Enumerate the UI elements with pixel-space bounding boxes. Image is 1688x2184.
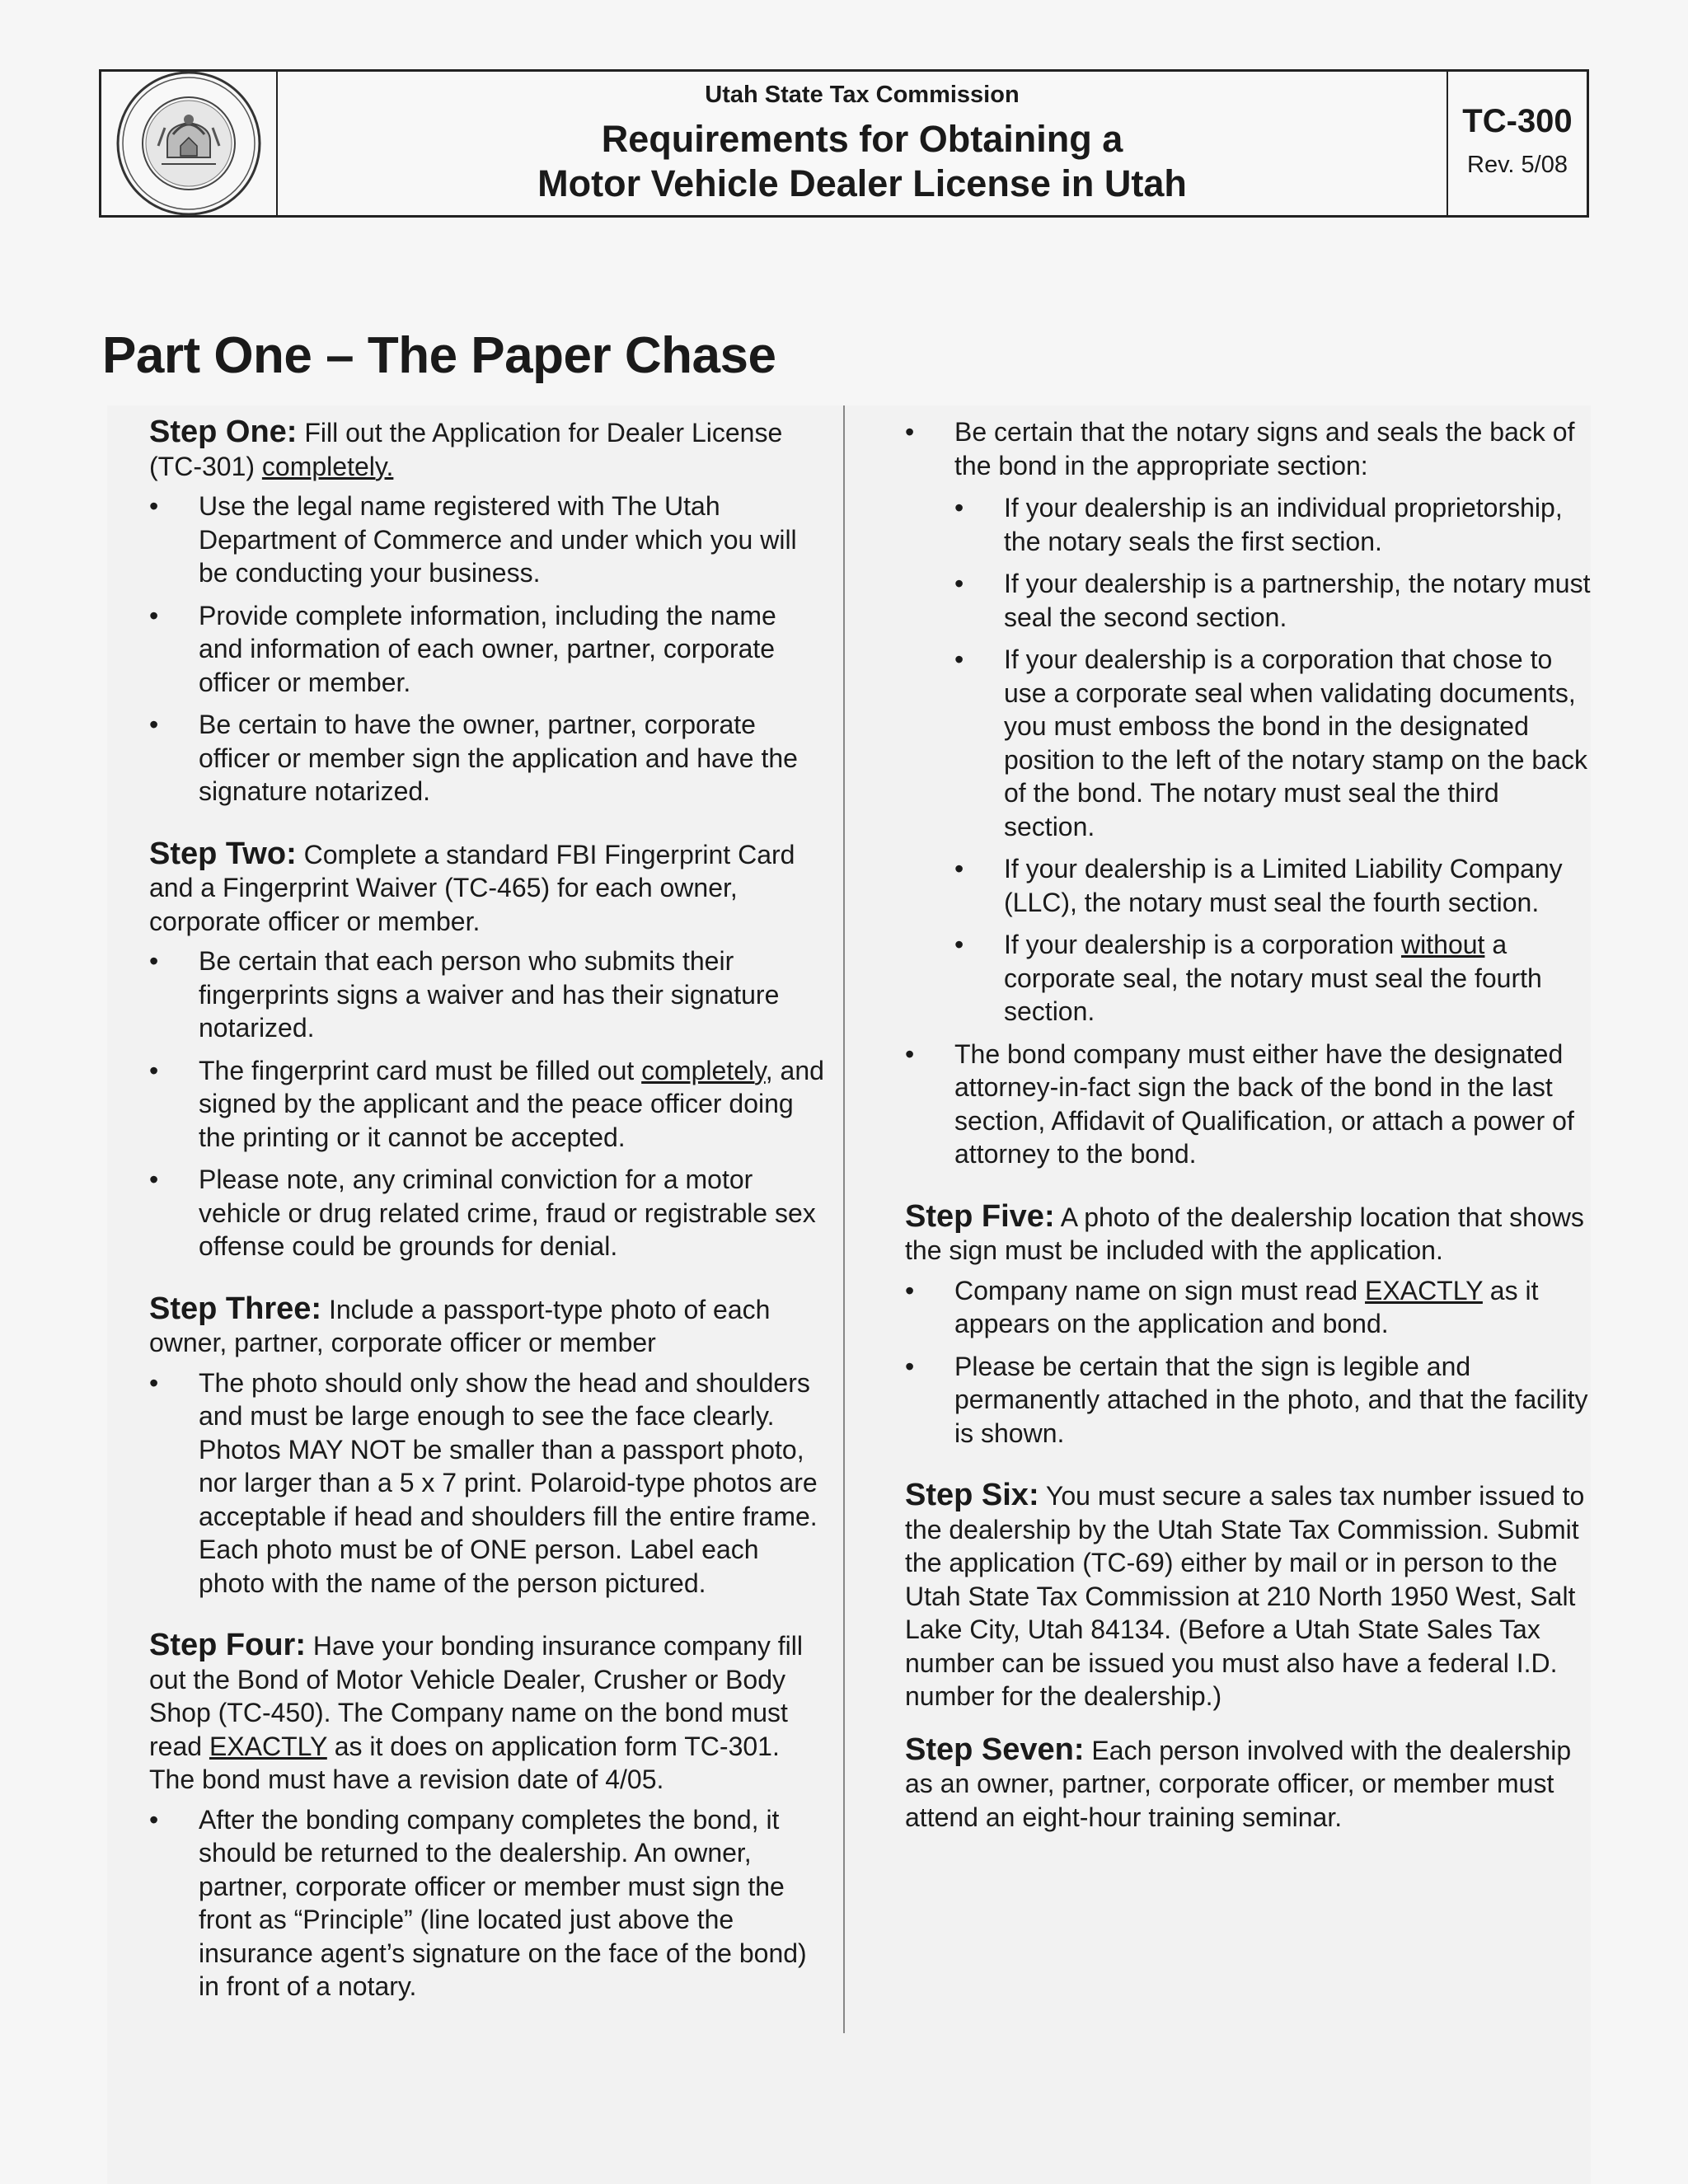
step-one-underlined: completely. — [261, 451, 394, 481]
spacer — [905, 1713, 1591, 1733]
step-seven-label: Step Seven: — [905, 1732, 1085, 1767]
bullet-text: After the bonding company completes the bond, it should be returned to the dealership. An owner, partner, corporate officer or member must sign the front as “Principle” (line located just above the insurance agent’s signature on the face of the bond) in front of a notary. — [199, 1804, 807, 2001]
step-four-label: Step Four: — [149, 1628, 306, 1662]
part-heading: Part One – The Paper Chase — [102, 327, 776, 384]
step-five — [905, 1200, 1591, 1268]
bullet-icon: • — [954, 493, 964, 523]
list-item — [954, 928, 1591, 1029]
bullet-text: Be certain to have the owner, partner, corporate officer or member sign the application and have the signature notarized. — [199, 710, 798, 806]
bullet-icon: • — [149, 710, 159, 739]
step-five-text: A photo of the dealership location that shows the sign must be included with the application. — [905, 1202, 1584, 1265]
seal-cell — [101, 72, 278, 215]
bullet-text: Be certain that each person who submits their fingerprints signs a waiver and has their signature notarized. — [199, 946, 780, 1043]
document-header — [99, 69, 1589, 218]
list-item — [149, 944, 827, 1045]
step-six-label: Step Six: — [905, 1478, 1039, 1512]
bullet-icon: • — [149, 946, 159, 976]
bullet-text: If your dealership is a partnership, the notary must seal the second section. — [1004, 569, 1591, 632]
step-five-bullets — [905, 1274, 1591, 1451]
bullet-text: If your dealership is a corporation — [1004, 930, 1395, 959]
step-six — [905, 1479, 1591, 1713]
spacer — [905, 1180, 1591, 1200]
step-one-bullets — [149, 490, 827, 808]
document-title-line-2: Motor Vehicle Dealer License in Utah — [537, 162, 1187, 204]
underlined-word: without — [1401, 930, 1485, 959]
bullet-text: Be certain that the notary signs and seals the back of the bond in the appropriate section: — [954, 417, 1575, 480]
step-six-text: You must secure a sales tax number issued to the dealership by the Utah State Tax Commission. Submit the application (TC-69) either by mail or in person to the Utah State Tax Commission at 210 North 1950 West, Salt Lake City, Utah 84134. (Before a Utah State Sales Tax number can be issued you must also have a federal I.D. number for the dealership.) — [905, 1481, 1585, 1711]
step-four-text: Have your bonding insurance company fill out the Bond of Motor Vehicle Dealer, Crusher or Body Shop (TC-450). The Company name on the bond must read — [149, 1631, 803, 1761]
revision-date: Rev. 5/08 — [1467, 152, 1568, 178]
title-cell — [278, 72, 1447, 215]
bullet-text: Provide complete information, including the name and information of each owner, partner, corporate officer or member. — [199, 600, 776, 697]
agency-name: Utah State Tax Commission — [705, 82, 1020, 108]
bullet-text: Please note, any criminal conviction for a motor vehicle or drug related crime, fraud or registrable sex offense could be grounds for denial. — [199, 1165, 816, 1261]
list-item — [149, 1366, 827, 1601]
list-item — [905, 415, 1591, 1029]
bullet-icon: • — [149, 1804, 159, 1835]
step-three-label: Step Three: — [149, 1291, 322, 1326]
bullet-icon: • — [149, 1165, 159, 1194]
step-one — [149, 415, 827, 483]
list-item — [149, 1163, 827, 1263]
step-four — [149, 1629, 827, 1797]
list-item — [954, 852, 1591, 919]
bullet-icon: • — [954, 644, 964, 674]
step-four-text-end: as it does on application form TC-301. The bond must have a revision date of 4/05. — [149, 1731, 780, 1794]
left-column — [107, 405, 845, 2033]
list-item — [149, 490, 827, 590]
form-id-cell — [1447, 72, 1587, 215]
bullet-text: If your dealership is a Limited Liability Company (LLC), the notary must seal the fourth section. — [1004, 854, 1563, 917]
bullet-icon: • — [905, 417, 915, 447]
bullet-text: If your dealership is an individual proprietorship, the notary seals the first section. — [1004, 493, 1563, 556]
step-three-text: Include a passport-type photo of each owner, partner, corporate officer or member — [149, 1294, 771, 1357]
spacer — [149, 1609, 827, 1629]
bullet-text: The fingerprint card must be filled out — [199, 1055, 635, 1085]
step-two-label: Step Two: — [149, 836, 297, 871]
bullet-text: Use the legal name registered with The Utah Department of Commerce and under which you will be conducting your business. — [199, 491, 797, 588]
list-item — [905, 1274, 1591, 1341]
step-four-bullets-left — [149, 1803, 827, 2004]
spacer — [149, 818, 827, 837]
bullet-icon: • — [954, 930, 964, 959]
step-five-label: Step Five: — [905, 1198, 1055, 1234]
step-two-text: Complete a standard FBI Fingerprint Card and a Fingerprint Waiver (TC-465) for each owner, corporate officer or member. — [149, 839, 795, 936]
right-column — [845, 405, 1591, 2184]
list-item — [954, 491, 1591, 558]
bullet-text: , and signed by the applicant and the peace officer doing the printing or it cannot be accepted. — [199, 1055, 824, 1152]
step-three — [149, 1292, 827, 1360]
bullet-text: Please be certain that the sign is legible and permanently attached in the photo, and that the facility is shown. — [954, 1351, 1588, 1448]
bullet-text: Company name on sign must read — [954, 1275, 1358, 1305]
document-title-line-1: Requirements for Obtaining a — [601, 118, 1123, 160]
list-item — [149, 599, 827, 700]
bullet-icon: • — [954, 854, 964, 883]
bullet-icon: • — [905, 1275, 915, 1305]
bullet-icon: • — [905, 1351, 915, 1381]
bullet-text: as it appears on the application and bond. — [954, 1275, 1539, 1338]
step-one-label: Step One: — [149, 415, 298, 449]
bullet-icon: • — [149, 1367, 159, 1398]
bullet-text: a corporate seal, the notary must seal the fourth section. — [1004, 930, 1542, 1026]
underlined-word: EXACTLY — [209, 1731, 327, 1761]
list-item — [954, 643, 1591, 843]
step-three-bullets — [149, 1366, 827, 1601]
step-one-text: Fill out the Application for Dealer License (TC-301) — [149, 418, 783, 481]
bullet-icon: • — [905, 1038, 915, 1069]
step-four-bullets-right — [905, 415, 1591, 1171]
spacer — [905, 1459, 1591, 1479]
bullet-icon: • — [149, 600, 159, 630]
underlined-word: completely — [641, 1055, 766, 1085]
bullet-icon: • — [149, 1055, 159, 1085]
step-two-bullets — [149, 944, 827, 1263]
list-item — [905, 1038, 1591, 1171]
list-item — [905, 1350, 1591, 1451]
content-area — [107, 405, 1591, 2184]
state-seal-logo — [115, 70, 262, 217]
document-title — [537, 117, 1187, 206]
list-item — [149, 1054, 827, 1155]
list-item — [149, 1803, 827, 2004]
bullet-icon: • — [149, 491, 159, 521]
step-two — [149, 837, 827, 939]
form-number: TC-300 — [1462, 103, 1573, 139]
list-item — [954, 567, 1591, 634]
underlined-word: EXACTLY — [1365, 1275, 1483, 1305]
bullet-text: If your dealership is a corporation that chose to use a corporate seal when validating documents, you must emboss the bond in the designated position to the left of the notary stamp on the back of the bond. The notary must seal the third section. — [1004, 644, 1587, 841]
bullet-text: The photo should only show the head and shoulders and must be large enough to see the face clearly. Photos MAY NOT be smaller than a passport photo, nor larger than a 5 x 7 print. Polaroid-type photos are acceptable if head and shoulders fill the entire frame. Each photo must be of ONE person. Label each photo with the name of the person pictured. — [199, 1367, 818, 1598]
bullet-text: The bond company must either have the designated attorney-in-fact sign the back of the bond in the last section, Affidavit of Qualification, or attach a power of attorney to the bond. — [954, 1038, 1574, 1169]
step-seven-text: Each person involved with the dealership as an owner, partner, corporate officer, or member must attend an eight-hour training seminar. — [905, 1735, 1572, 1832]
spacer — [149, 1272, 827, 1292]
step-seven — [905, 1733, 1591, 1835]
notary-section-list — [954, 491, 1591, 1029]
list-item — [149, 708, 827, 808]
bullet-icon: • — [954, 569, 964, 598]
